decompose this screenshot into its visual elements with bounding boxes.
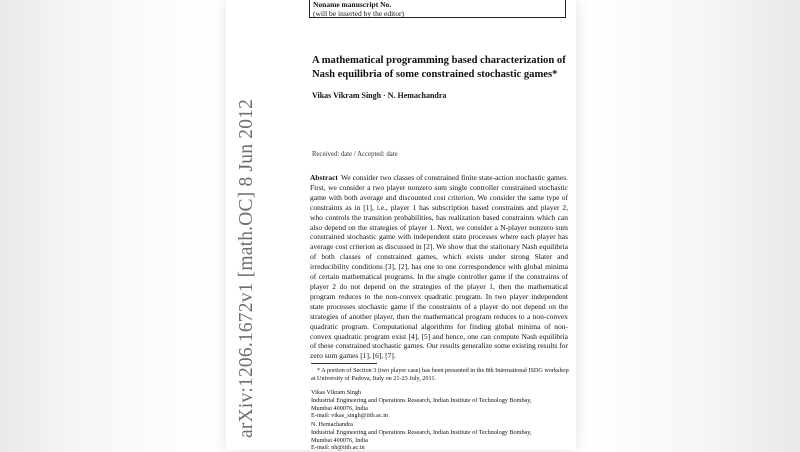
affiliation-dept: Industrial Engineering and Operations Research, Indian Institute of Technology Bombay, — [311, 396, 532, 404]
paper-title: A mathematical programming based characterization of Nash equilibria of some constrained stochastic games* — [312, 55, 566, 80]
affiliation-name: N. Hemachandra — [311, 421, 353, 428]
affiliation-email: E-mail: vikas_singh@iitb.ac.in — [311, 412, 389, 420]
manuscript-number-label: Noname manuscript No. — [313, 0, 392, 9]
manuscript-editor-note: (will be inserted by the editor) — [313, 8, 405, 18]
abstract-section — [310, 173, 568, 361]
affiliation-dept: Industrial Engineering and Operations Research, Indian Institute of Technology Bombay, — [311, 428, 532, 436]
abstract-text: We consider two classes of constrained finite state-action stochastic games. First, we consider a two player nonzero sum single controller constrained stochastic game with both average and discounted cost criterion. We consider the same type of constraints as in [1], i.e., player 1 has subscription based constraints and player 2, who controls the transition probabilities, has realization based constraints which can also depend on the strategies of player 1. Next, we consider a N-player nonzero sum constrained stochastic game with independent state processes where each player has average cost criterion as discussed in [2]. We show that the stationary Nash equilibria of both classes of constrained games, which exists under strong Slater and irreducibility conditions [3], [2], has one to one correspondence with global minima of certain mathematical programs. In the single controller game if the constraints of player 2 do not depend on the strategies of the player 1, then the mathematical program reduces to the non-convex quadratic program. In two player independent state processes stochastic game if the constraints of a player do not depend on the strategies of another player, then the mathematical program reduces to a non-convex quadratic program. Computational algorithms for finding global minima of non-convex quadratic program exist [4], [5] and hence, one can compute Nash equilibria of these constrained stochastic games. Our results generalize some existing results for zero sum games [1], [6], [7]. — [310, 173, 568, 361]
footnote-divider — [311, 363, 377, 364]
footnote: * A portion of Section 3 (two player case) has been presented in the 8th International ISDG workshop at University of Padova, Italy on 21-23 July, 2011. — [311, 367, 569, 382]
affiliation-name: Vikas Vikram Singh — [311, 389, 362, 396]
arxiv-side-stamp: arXiv:1206.1672v1 [math.OC] 8 Jun 2012 — [236, 98, 257, 438]
abstract-label: Abstract — [310, 173, 338, 182]
affiliation-singh — [311, 389, 571, 420]
affiliation-hemachandra — [311, 421, 571, 452]
affiliation-city: Mumbai 400076, India — [311, 404, 368, 412]
affiliation-city: Mumbai 400076, India — [311, 436, 368, 444]
received-date: Received: date / Accepted: date — [312, 151, 398, 158]
affiliation-email: E-mail: nh@iitb.ac.in — [311, 444, 365, 452]
paper-authors: Vikas Vikram Singh · N. Hemachandra — [312, 91, 447, 100]
manuscript-number-box — [309, 0, 566, 18]
